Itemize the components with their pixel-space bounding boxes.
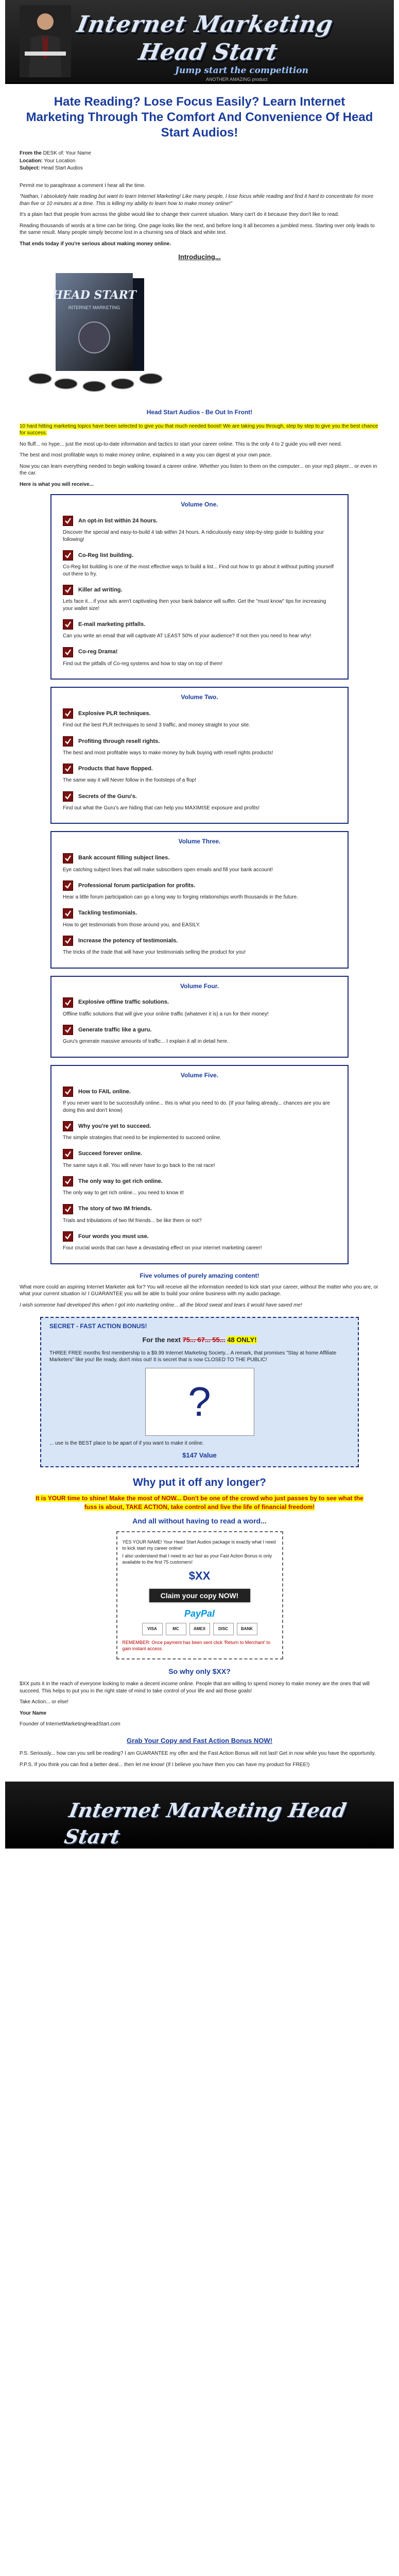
subject-label: Subject: [20, 165, 40, 171]
closing-signature-title: Founder of InternetMarketingHeadStart.com [20, 1721, 120, 1727]
volume-item-title: Succeed forever online. [78, 1150, 143, 1157]
volume-item-text: Eye catching subject lines that will make subscribers open emails and fill your bank account! [63, 867, 273, 873]
volume-item-heading [63, 1176, 336, 1187]
product-box-title: HEAD START [52, 288, 136, 302]
card-logo: VISA [142, 1623, 163, 1635]
intro-paragraph: That ends today if you're serious about making money online. [20, 241, 171, 247]
volume-item-heading [63, 997, 336, 1008]
intro-paragraph: It's a plain fact that people from across the globe would like to change their current situation. Many can't do it because they don't like to read. [20, 212, 339, 217]
checkbox-icon [63, 880, 73, 891]
volume-item-text: Find out what the Guru's are hiding that can help you MAXIMISE exposure and profits! [63, 805, 260, 811]
volume-item-title: Co-reg Drama! [78, 649, 118, 655]
checkbox-icon [63, 791, 73, 802]
banner-title [75, 9, 386, 82]
after-product-paragraph: Now you can learn everything needed to begin walking toward a career online. Whether you listen to them on the computer... on your mp3 player... or even in the car. [20, 463, 377, 477]
volume-item-heading [63, 1204, 336, 1214]
payment-guarantee: REMEMBER: Once payment has been sent click 'Return to Merchant' to gain instant access. [122, 1640, 271, 1652]
volume-title: Volume Two. [181, 693, 218, 701]
volume-item-text: Hear a little forum participation can go a long way to forging relationships worth thousands in the future. [63, 894, 298, 901]
checkbox-icon [63, 764, 73, 774]
checkbox-icon [63, 997, 73, 1008]
volume-item-text: If you never want to be successfully online... this is what you need to do. (If your failing already... chances are you are doing this and don't know) [63, 1100, 330, 1113]
volumes-list [20, 494, 379, 1264]
checkbox-icon [63, 1121, 73, 1131]
so-why-heading: So why only $XX? [168, 1667, 231, 1676]
volume-item-heading [63, 764, 336, 774]
content [5, 150, 394, 1768]
checkbox-icon [63, 736, 73, 747]
bonus-price-line: For the next 75... 67... 55... 48 ONLY! [142, 1336, 257, 1344]
volume-title: Volume One. [181, 501, 218, 509]
volume-item-title: Why you're yet to succeed. [78, 1123, 151, 1129]
volume-item-title: Increase the potency of testimonials. [78, 937, 178, 944]
volume-item-heading [63, 1149, 336, 1159]
volume-item-text: The same says it all. You will never have to go back to the rat race! [63, 1162, 215, 1168]
five-volumes-text: Five volumes of purely amazing content! [140, 1272, 259, 1279]
order-box [116, 1531, 283, 1660]
checkbox-icon [63, 619, 73, 630]
volume-item-heading [63, 880, 336, 891]
checkbox-icon [63, 936, 73, 946]
volume-item-heading [63, 1025, 336, 1035]
volume-item-text: Co-Reg list building is one of the most effective ways to build a list... Find out how to go about it without putting yourself out there to fry. [63, 564, 334, 577]
volume-item-heading [63, 647, 336, 657]
volume-item-title: Tackling testimonials. [78, 910, 137, 917]
card-logo: AMEX [189, 1623, 210, 1635]
banner-title-line2: Head Start [136, 39, 280, 65]
banner-title-line1: Internet Marketing [75, 11, 335, 38]
volume-item-title: Killer ad writing. [78, 586, 123, 593]
checkbox-icon [63, 1087, 73, 1097]
mystery-bonus-image: ? [145, 1368, 254, 1436]
banner-tagline: Jump start the competition [175, 65, 309, 76]
from-value: DESK of: Your Name [43, 150, 91, 156]
order-price: $XX [188, 1569, 211, 1583]
volume-item-text: Lets face it... if your ads aren't captivating then your bank balance will suffer. Get the "must know" tips for increasing your wallet size! [63, 599, 326, 612]
closing-paragraph: $XX puts it in the reach of everyone looking to make a decent income online. People that are willing to spend money to make money are the ones that will succeed. This helps to put you in the right state of mind to take control of your life and aid those goals! [20, 1681, 370, 1694]
volume-title: Volume Three. [178, 838, 221, 845]
footer-title: Internet Marketing Head Start [62, 1799, 349, 1849]
card-logo: BANK [237, 1623, 257, 1635]
page [5, 0, 394, 1849]
bonus-text: THREE FREE months first membership to a $9.99 Internet Marketing Society... A remark, that promises "Stay at home Affiliate Marketers" like you! Be ready, don't miss out! It is secret that is now CLOSED TO THE PUBLIC! [49, 1350, 337, 1363]
volume-item-title: Generate traffic like a guru. [78, 1026, 152, 1033]
main-headline: Hate Reading? Lose Focus Easily? Learn Internet Marketing Through The Comfort And Convenience Of Head Start Audios! [26, 95, 373, 140]
card-logo: DISC [213, 1623, 234, 1635]
volume-item-heading [63, 736, 336, 747]
volume-item-title: Secrets of the Guru's. [78, 793, 137, 800]
volume-item-title: An opt-in list within 24 hours. [78, 517, 158, 524]
card-logos [123, 1623, 277, 1635]
why-heading: Why put it off any longer? [133, 1476, 266, 1488]
banner-byline: ANOTHER AMAZING product [206, 77, 268, 82]
checkbox-icon [63, 1176, 73, 1187]
volume-item-heading [63, 516, 336, 526]
volume-item-heading [63, 585, 336, 595]
closing-paragraph: Take Action... or else! [20, 1699, 69, 1705]
after-product-paragraph: Here is what you will receive... [20, 481, 94, 487]
volume-item-text: Guru's generate massive amounts of traffic... I explain it all in detail here. [63, 1039, 229, 1045]
volume-item-title: The story of two IM friends. [78, 1206, 152, 1212]
pps-paragraph: P.P.S. If you think you can find a better deal... then let me know! (If I believe you have then you can have my product for FREE!) [20, 1761, 310, 1768]
intro-paragraph: Reading thousands of words at a time can be tiring. One page looks like the next, and before long it all becomes a jumbled mess. Starting over only leads to the same result. Many people simply become lost in a churning sea of black and white text. [20, 223, 375, 235]
checkbox-icon [63, 1149, 73, 1159]
location-value: Your Location [44, 158, 76, 164]
checkbox-icon [63, 708, 73, 719]
volume-item-heading [63, 908, 336, 919]
volume-item-title: Bank account filling subject lines. [78, 855, 170, 861]
after-product-paragraph: No fluff... no hype... just the most up-to-date information and tactics to start your career online. This is the only 4 to 2 guide you will ever need. [20, 441, 342, 447]
footer-banner [5, 1782, 394, 1849]
header-banner [5, 0, 394, 84]
volume-item-title: Products that have flopped. [78, 766, 153, 772]
volume-item-title: Four words you must use. [78, 1233, 149, 1240]
order-line: I also understand that I need to act fast as your Fast Action Bonus is only available to the first 75 customers! [122, 1553, 272, 1565]
checkbox-icon [63, 585, 73, 595]
volume-item-title: How to FAIL online. [78, 1088, 131, 1095]
bonus-title: SECRET - FAST ACTION BONUS! [49, 1323, 147, 1330]
volume-item-title: Profiting through resell rights. [78, 738, 160, 744]
claim-copy-button[interactable]: Claim your copy NOW! [148, 1588, 251, 1603]
subject-value: Head Start Audios [41, 165, 83, 171]
volume-item-text: The same way it will Never follow in the footsteps of a flop! [63, 777, 197, 784]
after-volumes-paragraph: I wish someone had developed this when I got into marketing online... all the blood sweat and tears it would have saved me! [20, 1302, 302, 1308]
checkbox-icon [63, 647, 73, 657]
volume-item-text: Four crucial words that can have a devastating effect on your internet marketing career! [63, 1245, 262, 1251]
fast-action-bonus-box [40, 1317, 359, 1467]
volume-item-text: The tricks of the trade that will have your testimonials selling the product for you! [63, 950, 246, 956]
bonus-note: ... use is the BEST place to be apart of if you want to make it online. [49, 1440, 204, 1446]
bonus-value: $147 Value [182, 1451, 217, 1460]
volume-item-heading [63, 1121, 336, 1131]
volume-item-heading [63, 708, 336, 719]
volume-item-text: Can you write an email that will captivate AT LEAST 50% of your audience? If not then you need to hear why! [63, 633, 311, 639]
from-label: From the [20, 150, 42, 156]
volume-item-text: Discover the special and easy-to-build 4 tab within 24 hours. A ridiculously easy step-by-step guide to building your following! [63, 530, 324, 543]
volume-item-text: Offline traffic solutions that will give your online traffic (whatever it is) a run for their money! [63, 1011, 269, 1017]
volume-item-heading [63, 791, 336, 802]
volume-box [50, 831, 349, 968]
volume-item-text: Find out the pitfalls of Co-reg systems and how to stay on top of them! [63, 660, 223, 667]
volume-item-heading [63, 1231, 336, 1242]
volume-item-heading [63, 853, 336, 863]
businessman-photo [20, 5, 71, 77]
checkbox-icon [63, 1204, 73, 1214]
volume-item-heading [63, 936, 336, 946]
volume-item-text: Find out the best PLR techniques to send 3 traffic, and money straight to your site. [63, 722, 250, 728]
intro-paragraph: "Nathan, I absolutely hate reading but want to learn Internet Marketing! Like many people, I lose focus while reading and find it hard to concentrate for more than five or 10 minutes at a time. This is killing my ability to learn how to make money online!" [20, 194, 374, 207]
after-product-paragraph: The best and most profitable ways to make money online, explained in a way you can digest at your own pace. [20, 452, 272, 459]
paypal-logo: PayPal [184, 1608, 215, 1619]
volume-item-text: Trials and tribulations of two IM friends... be like them or not? [63, 1217, 202, 1224]
volume-item-title: Explosive offline traffic solutions. [78, 999, 169, 1006]
volume-item-heading [63, 550, 336, 561]
checkbox-icon [63, 1025, 73, 1035]
after-product-paragraph: 10 hard hitting marketing topics have been selected to give you that much needed boost! We are taking you through, step by step to give you the best chance for success. [20, 423, 378, 436]
volume-item-text: The only way to get rich online... you need to know it! [63, 1190, 184, 1196]
volume-item-title: The only way to get rich online. [78, 1178, 163, 1184]
location-label: Location: [20, 158, 43, 164]
volume-title: Volume Five. [180, 1071, 219, 1079]
volume-box [50, 1065, 349, 1264]
ps-paragraph: P.S. Seriously... how can you sell be reading? I am GUARANTEE my offer and the Fast Action Bonus will not last! Get in now while you have the opportunity. [20, 1751, 376, 1757]
volume-item-text: How to get testimonials from those around you, and EASILY. [63, 922, 201, 928]
volume-box [50, 687, 349, 824]
volume-item-title: E-mail marketing pitfalls. [78, 621, 146, 628]
volume-item-text: The best and most profitable ways to make money by bulk buying with resell rights products! [63, 750, 273, 756]
intro-paragraph: Permit me to paraphrase a comment I hear all the time. [20, 182, 146, 189]
checkbox-icon [63, 908, 73, 919]
volume-item-title: Professional forum participation for profits. [78, 882, 196, 889]
checkbox-icon [63, 853, 73, 863]
card-logo: MC [166, 1623, 186, 1635]
from-block [20, 150, 379, 172]
volume-item-heading [63, 619, 336, 630]
closing-signature-name: Your Name [20, 1710, 47, 1716]
volume-item-heading [63, 1087, 336, 1097]
introducing-heading: Introducing... [178, 253, 221, 261]
product-box-sub: INTERNET MARKETING [68, 304, 120, 310]
and-all-text: And all without having to read a word... [132, 1516, 267, 1525]
checkbox-icon [63, 516, 73, 526]
volume-title: Volume Four. [180, 982, 219, 990]
grab-copy-link[interactable]: Grab Your Copy and Fast Action Bonus NOW! [127, 1736, 272, 1744]
volume-box [50, 494, 349, 680]
order-line: YES YOUR NAME! Your Head Start Audios package is exactly what I need to kick start my career online! [122, 1539, 276, 1551]
checkbox-icon [63, 1231, 73, 1242]
after-volumes-paragraph: What more could an aspiring Internet Marketer ask for? You will receive all the information needed to kick start your career, without the matter who you are, or what your current situation is! I GUARANTEE you will be able to build your online business with my audio package. [20, 1284, 378, 1297]
checkbox-icon [63, 550, 73, 561]
product-caption: Head Start Audios - Be Out In Front! [146, 409, 253, 416]
volume-item-title: Co-Reg list building. [78, 552, 133, 558]
urgent-text: It is YOUR time to shine! Make the most of NOW... Don't be one of the crowd who just passes by to see what the fuss is about, TAKE ACTION, take control and live the life of financial freedom! [36, 1495, 363, 1511]
volume-item-text: The simple strategies that need to be implemented to succeed online. [63, 1135, 221, 1141]
product-image [20, 268, 174, 397]
volume-box [50, 976, 349, 1058]
volume-item-title: Explosive PLR techniques. [78, 710, 151, 717]
